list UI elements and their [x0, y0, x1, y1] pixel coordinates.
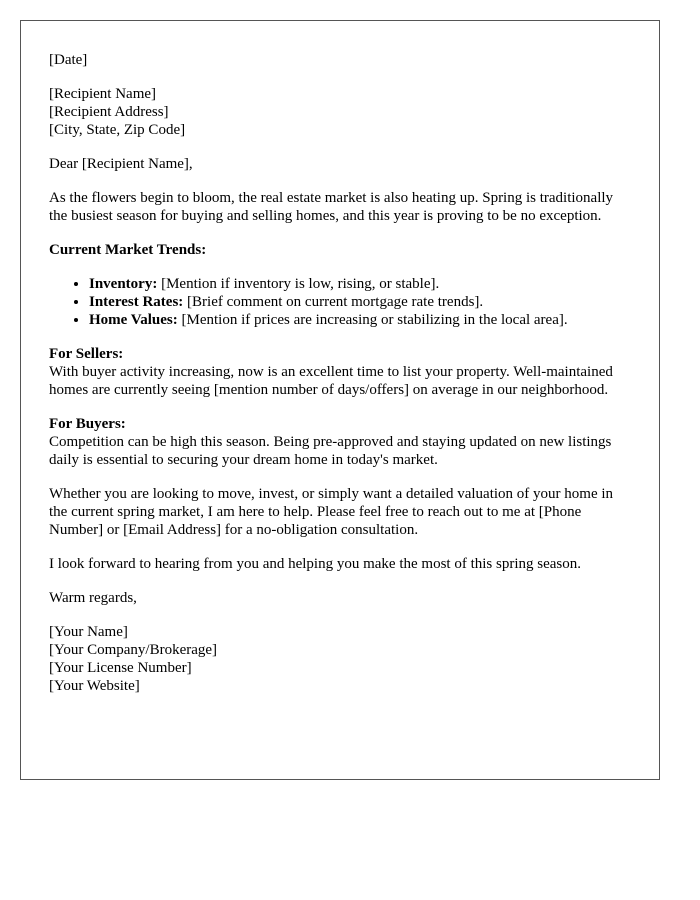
trend-text: [Brief comment on current mortgage rate trends]. [183, 294, 484, 310]
trend-term: Home Values: [89, 312, 178, 328]
sellers-text: With buyer activity increasing, now is an excellent time to list your property. Well-maintained homes are currently seeing [mention number of days/offers] on average in our neighborhood. [49, 364, 613, 398]
list-item [89, 293, 631, 311]
trend-term: Inventory: [89, 276, 158, 292]
sender-company: [Your Company/Brokerage] [49, 642, 218, 658]
signature-block [49, 623, 631, 695]
sender-license: [Your License Number] [49, 660, 192, 676]
trend-term: Interest Rates: [89, 294, 184, 310]
trend-text: [Mention if inventory is low, rising, or stable]. [157, 276, 440, 292]
salutation: Dear [Recipient Name], [49, 156, 193, 172]
sender-website: [Your Website] [49, 678, 140, 694]
letter [20, 20, 660, 780]
sender-name: [Your Name] [49, 624, 128, 640]
sellers-heading: For Sellers: [49, 346, 124, 362]
recipient-block [49, 85, 631, 139]
buyers-text: Competition can be high this season. Being pre-approved and staying updated on new listings daily is essential to securing your dream home in today's market. [49, 434, 612, 468]
closing-paragraph: I look forward to hearing from you and helping you make the most of this spring season. [49, 556, 581, 572]
help-paragraph: Whether you are looking to move, invest, or simply want a detailed valuation of your home in the current spring market, I am here to help. Please feel free to reach out to me at [Phone Number] or [Email Address] for a no-obligation consultation. [49, 486, 614, 538]
signoff: Warm regards, [49, 590, 137, 606]
sellers-section [49, 345, 631, 399]
buyers-heading: For Buyers: [49, 416, 126, 432]
market-trends-heading: Current Market Trends: [49, 242, 207, 258]
letter-date: [Date] [49, 52, 88, 68]
trend-text: [Mention if prices are increasing or stabilizing in the local area]. [177, 312, 568, 328]
recipient-address: [Recipient Address] [49, 104, 169, 120]
list-item [89, 311, 631, 329]
list-item [89, 275, 631, 293]
recipient-city-state-zip: [City, State, Zip Code] [49, 122, 186, 138]
recipient-name: [Recipient Name] [49, 86, 157, 102]
market-trends-list [49, 275, 631, 329]
buyers-section [49, 415, 631, 469]
intro-paragraph: As the flowers begin to bloom, the real estate market is also heating up. Spring is traditionally the busiest season for buying and selling homes, and this year is proving to be no exception. [49, 190, 614, 224]
